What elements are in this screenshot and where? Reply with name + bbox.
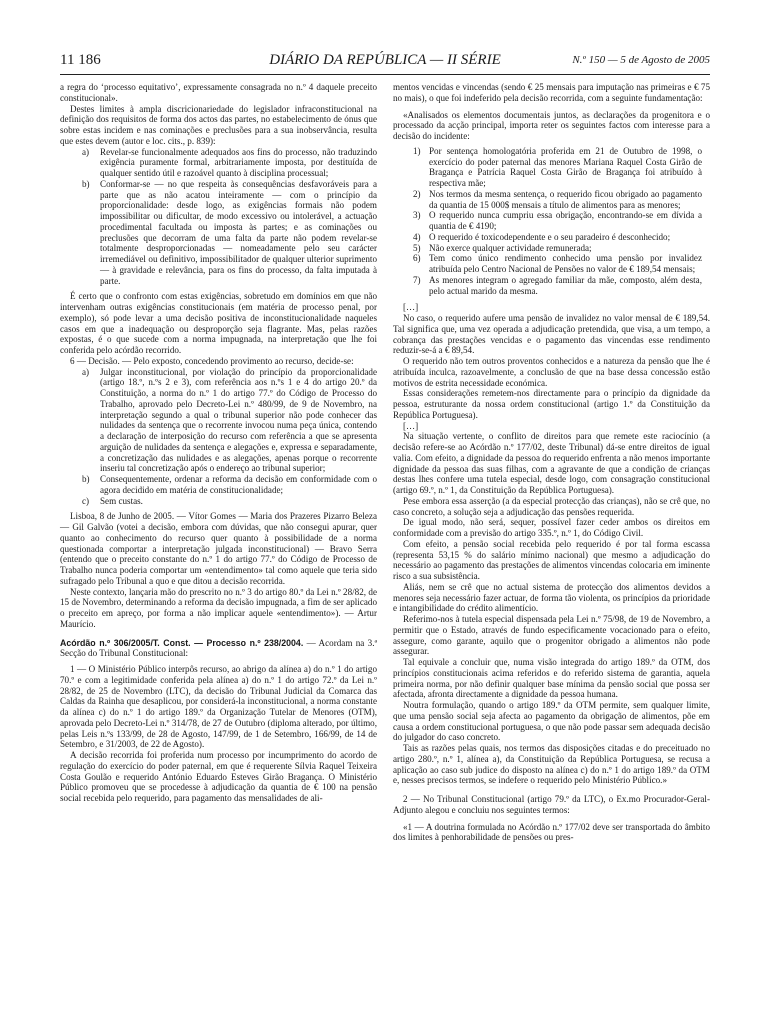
list-item-label: 5) bbox=[413, 242, 421, 253]
ellipsis: […] bbox=[403, 420, 419, 431]
paragraph: Noutra formulação, quando o artigo 189.º da OTM permite, sem qualquer limite, que uma pensão social seja afecta ao pagamento da obrigação de alimentos, põe em causa a ordem constitucional portuguesa, o que não pode passar sem adequada decisão do julgador do caso concreto. bbox=[393, 700, 710, 743]
paragraph: a regra do ‘processo equitativo’, expressamente consagrada no n.º 4 daquele preceito constitucional». bbox=[60, 82, 377, 103]
header-rule bbox=[60, 74, 710, 75]
list-item-label: a) bbox=[82, 366, 90, 377]
signatures-paragraph: Lisboa, 8 de Junho de 2005. — Vítor Gomes — Maria dos Prazeres Pizarro Beleza — Gil Galvão (votei a decisão, embora com dúvidas, que não consegui apurar, quer quanto ao conhecimento do recurso quer quanto à possibilidade de a norma questionada comportar a interpretação julgada inconstitucional) — Bravo Serra (entendo que o preceito constante do n.º 1 do artigo 77.º do Código de Processo de Trabalho nunca poderia comportar um «entendimento» tal como aquele que teria sido sufragado pelo Tribunal a quo e que ditou a decisão recorrida. bbox=[60, 511, 377, 586]
list-item bbox=[393, 146, 710, 189]
issue-info: N.º 150 — 5 de Agosto de 2005 bbox=[572, 54, 710, 66]
list-item-label: b) bbox=[82, 178, 90, 189]
list-item-label: b) bbox=[82, 474, 90, 484]
paragraph: O requerido não tem outros proventos conhecidos e a natureza da pensão que lhe é atribuída inculca, razoavelmente, a conclusão de que na base dessa concessão estão motivos de estrita necessidade económica. bbox=[393, 356, 710, 388]
list-item bbox=[393, 210, 710, 232]
paragraph: Aliás, nem se crê que no actual sistema de protecção dos alimentos devidos a menores seja necessário fazer actuar, de forma tão violenta, os princípios da prioridade e intangibilidade do crédito alimentício. bbox=[393, 581, 710, 614]
list-item-text: Sem custas. bbox=[100, 495, 143, 506]
list-item-text: Consequentemente, ordenar a reforma da decisão em conformidade com o agora decidido em matéria de constitucionalidade; bbox=[100, 474, 377, 495]
requirements-list bbox=[60, 147, 377, 287]
list-item bbox=[60, 367, 377, 475]
list-item-text: O requerido é toxicodependente e o seu paradeiro é desconhecido; bbox=[429, 231, 671, 242]
list-item bbox=[60, 179, 377, 287]
list-item-text: Nos termos da mesma sentença, o requerido ficou obrigado ao pagamento da quantia de 15 000$ mensais a título de alimentos para as menores; bbox=[429, 188, 702, 210]
paragraph: 2 — No Tribunal Constitucional (artigo 79.º da LTC), o Ex.mo Procurador-Geral-Adjunto alegou e concluiu nos seguintes termos: bbox=[393, 794, 710, 815]
list-item-text: Revelar-se funcionalmente adequados aos fins do processo, não traduzindo exigência puramente formal, arbitrariamente imposta, por destituída de qualquer sentido útil e razoável quanto à disciplina processual; bbox=[100, 146, 377, 178]
paragraph: 6 — Decisão. — Pelo exposto, concedendo provimento ao recurso, decide-se: bbox=[70, 355, 354, 366]
paragraph: Tais as razões pelas quais, nos termos das disposições citadas e do preceituado no artigo 280.º, n.º 1, alínea a), da Constituição da República Portuguesa, se recusa a aplicação ao caso sub judice do disposto na alínea c) do n.º 1 do artigo 189.º da OTM e, nesses precisos termos, se indefere o requerido pelo Ministério Público.» bbox=[393, 743, 710, 786]
paragraph: Neste contexto, lançaria mão do prescrito no n.º 3 do artigo 80.º da Lei n.º 28/82, de 15 de Novembro, determinando a reforma da decisão impugnada, a fim de ser aplicado o preceito em apreço, por forma a não implicar aquele «entendimento»). — Artur Maurício. bbox=[60, 586, 377, 629]
list-item-text: O requerido nunca cumpriu essa obrigação, encontrando-se em dívida a quantia de € 4190; bbox=[429, 210, 702, 231]
paragraph: Pese embora essa asserção (a da especial protecção das crianças), não se crê que, no caso concreto, a solução seja a adjudicação das pensões requerida. bbox=[393, 495, 710, 517]
paragraph: Na situação vertente, o conflito de direitos para que remete este raciocínio (a decisão refere-se ao Acórdão n.º 177/02, deste Tribunal) dá-se entre direitos de igual valia. Com efeito, a dignidade da pessoa do requerido enfrenta a não menos importante dignidade da pessoa das suas filhas, com a agravante de que a condição de crianças destas lhes confere uma tutela especial, desde logo, com consagração constitucional (artigo 69.º, n.º 1, da Constituição da República Portuguesa). bbox=[393, 431, 710, 495]
list-item bbox=[393, 253, 710, 275]
list-item bbox=[60, 496, 377, 507]
paragraph: Referimo-nos à tutela especial dispensada pela Lei n.º 75/98, de 19 de Novembro, a permitir que o Estado, através de fundo especificamente vocacionado para o efeito, assegure, como garante, aquilo que o progenitor obrigado a alimentos não pode assegurar. bbox=[393, 614, 710, 657]
list-item bbox=[393, 232, 710, 243]
list-item bbox=[393, 189, 710, 211]
list-item-label: c) bbox=[82, 495, 90, 506]
quote-paragraph: «1 — A doutrina formulada no Acórdão n.º 177/02 deve ser transportada do âmbito dos limites à penhorabilidade de pensões ou pres- bbox=[393, 821, 710, 843]
paragraph: A decisão recorrida foi proferida num processo por incumprimento do acordo de regulação do exercício do poder paternal, em que é requerente Sílvia Raquel Teixeira Costa Goulão e requerido António Eduardo Esteves Girão Bragança. O Ministério Público promoveu que se procedesse à adjudicação da quantia de € 100 na pensão social recebida pelo requerido, para pagamento das mensalidades de ali- bbox=[60, 750, 377, 803]
paragraph: É certo que o confronto com estas exigências, sobretudo em domínios em que não intervenham outras exigências constitucionais (em matéria de processo penal, por exemplo), só pode levar a uma decisão positiva de inconstitucionalidade naqueles casos em que a inadequação ou desproporção seja flagrante. Mas, pelas razões expostas, é o que sucede com a norma impugnada, na interpretação que lhe foi conferida pelo acórdão recorrido. bbox=[60, 291, 377, 355]
page-number: 11 186 bbox=[60, 52, 101, 68]
list-item-label: 6) bbox=[413, 253, 421, 264]
paragraph: Tal equivale a concluir que, numa visão integrada do artigo 189.º da OTM, dos princípios constitucionais acima referidos e do referido sistema de garantia, aquela primeira norma, por não definir qualquer base mínima da pensão social que possa ser afectada, afronta directamente a dignidade da pessoa humana. bbox=[393, 657, 710, 700]
page-header bbox=[60, 52, 710, 74]
list-item-label: 1) bbox=[413, 145, 421, 156]
list-item-text: Não exerce qualquer actividade remunerada; bbox=[429, 242, 592, 253]
paragraph: No caso, o requerido aufere uma pensão de invalidez no valor mensal de € 189,54. Tal significa que, uma vez operada a adjudicação pretendida, que visa, a um tempo, a cobrança das prestações vencidas e o pagamento das vincendas esse rendimento reduzir-se-á a € 89,54. bbox=[393, 313, 710, 356]
list-item-label: a) bbox=[82, 146, 90, 157]
right-column bbox=[393, 82, 710, 843]
list-item bbox=[393, 275, 710, 297]
list-item-label: 3) bbox=[413, 210, 421, 221]
list-item bbox=[60, 147, 377, 179]
quote-paragraph: «Analisados os elementos documentais juntos, as declarações da progenitora e o processado da acção principal, importa reter os seguintes factos com interesse para a decisão do incidente: bbox=[393, 109, 710, 141]
paragraph: Com efeito, a pensão social recebida pelo requerido é por tal forma escassa (representa 53,15 % do salário mínimo nacional) que mesmo a adjudicação do necessário ao pagamento das prestações de alimentos vincendas colocaria em iminente risco a sua subsistência. bbox=[393, 538, 710, 581]
left-column bbox=[60, 82, 377, 804]
list-item-text: Tem como único rendimento conhecido uma pensão por invalidez atribuída pelo Centro Nacional de Pensões no valor de € 189,54 mensais; bbox=[429, 253, 702, 274]
list-item-text: As menores integram o agregado familiar da mãe, composto, além desta, pelo actual marido da mesma. bbox=[429, 274, 702, 296]
paragraph: Essas considerações remetem-nos directamente para o princípio da dignidade da pessoa, estruturante da nossa ordem constitucional (artigo 1.º da Constituição da República Portuguesa). bbox=[393, 388, 710, 420]
acordao-intro: — Acordam na 3.ª Secção do Tribunal Constitucional: bbox=[60, 637, 377, 659]
ellipsis: […] bbox=[403, 302, 419, 313]
paragraph: mentos vencidas e vincendas (sendo € 25 mensais para imputação nas primeiras e € 75 no mais), o que foi indeferido pela decisão recorrida, com a seguinte fundamentação: bbox=[393, 82, 710, 103]
paragraph: Destes limites à ampla discricionariedade do legislador infraconstitucional na definição dos requisitos de forma dos actos das partes, no estabelecimento de ónus que sobre estas incidem e nas cominações e preclusões para a sua inobservância, resulta que estes devem (autor e loc. cits., p. 839): bbox=[60, 103, 377, 146]
list-item-text: Conformar-se — no que respeita às consequências desfavoráveis para a parte que as não acatou inteiramente — com o princípio da proporcionalidade: desde logo, as exigências formais não podem impossibilitar ou dificultar, de modo excessivo ou intolerável, a actuação procedimental facultada ou imposta às partes; e as cominações ou preclusões que decorram de uma falta da parte não podem revelar-se totalmente desproporcionadas — nomeadamente pelo seu carácter irremediável ou definitivo, impossibilitador de qualquer ulterior suprimento — à gravidade e relevância, para os fins do processo, da falta imputada à parte. bbox=[100, 178, 377, 286]
acordao-heading: Acórdão n.º 306/2005/T. Const. — Processo n.º 238/2004. bbox=[60, 637, 304, 648]
list-item-label: 7) bbox=[413, 274, 421, 285]
list-item-label: 2) bbox=[413, 188, 421, 199]
journal-title: DIÁRIO DA REPÚBLICA — II SÉRIE bbox=[269, 52, 501, 68]
list-item-text: Julgar inconstitucional, por violação do princípio da proporcionalidade (artigo 18.º, n.ºs 2 e 3), com referência aos n.ºs 1 e 4 do artigo 20.º da Constituição, a norma do n.º 1 do artigo 77.º do Código de Processo do Trabalho, aprovado pelo Decreto-Lei n.º 480/99, de 9 de Novembro, na interpretação segundo a qual o tribunal superior não pode conhecer das nulidades da sentença que o recorrente invocou numa peça única, contendo a declaração de interposição do recurso com referência a que se apresenta arguição de nulidades da sentença e alegações e, expressa e separadamente, a concretização das nulidades e as alegações, apenas porque o recorrente inseriu tal concretização após o endereço ao tribunal superior; bbox=[100, 366, 377, 474]
list-item-label: 4) bbox=[413, 231, 421, 242]
paragraph: 1 — O Ministério Público interpôs recurso, ao abrigo da alínea a) do n.º 1 do artigo 70.º e com a legitimidade conferida pela alínea a) do n.º 1 do artigo 72.º da Lei n.º 28/82, de 25 de Novembro (LTC), da decisão do Tribunal Judicial da Comarca das Caldas da Rainha que desaplicou, por considerá-la inconstitucional, a norma constante da alínea c) do n.º 1 do artigo 189.º da Organização Tutelar de Menores (OTM), aprovada pelo Decreto-Lei n.º 314/78, de 27 de Outubro (diploma alterado, por último, pelas Leis n.ºs 133/99, de 28 de Agosto, 147/99, de 1 de Setembro, 166/99, de 14 de Setembro, e 31/2003, de 22 de Agosto). bbox=[60, 664, 377, 750]
list-item bbox=[60, 474, 377, 496]
acordao-paragraph bbox=[60, 638, 377, 660]
paragraph: De igual modo, não será, sequer, possível fazer ceder ambos os direitos em conformidade com a previsão do artigo 335.º, n.º 1, do Código Civil. bbox=[393, 517, 710, 538]
facts-list bbox=[393, 146, 710, 297]
list-item-text: Por sentença homologatória proferida em 21 de Outubro de 1998, o exercício do poder paternal das menores Mariana Raquel Costa Girão de Bragança e Patrícia Raquel Costa Girão de Bragança foi atribuído à respectiva mãe; bbox=[429, 145, 702, 188]
list-item bbox=[393, 243, 710, 254]
decision-list bbox=[60, 367, 377, 507]
